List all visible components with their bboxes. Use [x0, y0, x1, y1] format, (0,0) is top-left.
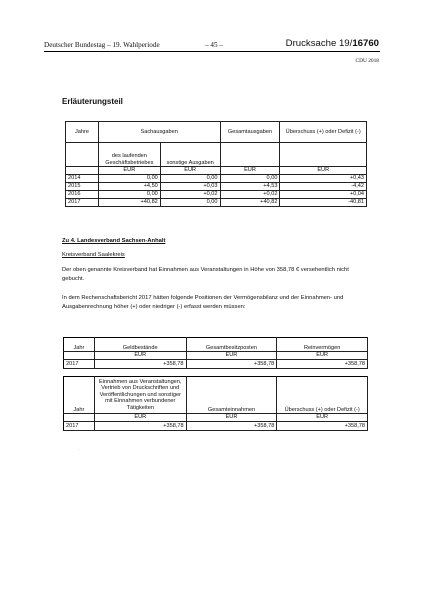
value-cell: +358,78 [186, 360, 277, 369]
value-cell: +40,82 [220, 199, 280, 207]
document-number [286, 38, 379, 49]
value-cell: 0,00 [220, 175, 280, 183]
value-cell: -4,42 [280, 183, 367, 191]
value-cell: +358,78 [186, 422, 277, 431]
district-heading: Kreisverband Saalekreis [62, 252, 125, 258]
col-header-gesamtbesitzposten: Gesamtbesitzposten [186, 338, 277, 352]
subheader-sonstige: sonstige Ausgaben [160, 143, 220, 167]
col-header-einnahmen: Einnahmen aus Veranstaltungen, Vertrieb von Druckschriften und Veröffentlichungen und sonstiger mit Einnahmen verbundener Tätigkeiten [94, 377, 186, 414]
value-cell: +0,03 [160, 183, 220, 191]
unit-cell: EUR [280, 167, 367, 175]
value-cell: +358,78 [277, 422, 368, 431]
unit-cell: EUR [94, 414, 186, 422]
col-header-jahre: Jahre [66, 122, 99, 143]
year-cell: 2017 [64, 422, 95, 431]
col-header-ueberschuss: Überschuss (+) oder Defizit (-) [280, 122, 367, 143]
col-header-gesamteinnahmen: Gesamteinnahmen [186, 377, 277, 414]
value-cell: +358,78 [94, 360, 186, 369]
header-party-year: CDU 2018 [355, 58, 379, 64]
value-cell: +4,53 [220, 183, 280, 191]
header-periodical: Deutscher Bundestag – 19. Wahlperiode [44, 41, 160, 49]
value-cell: +40,82 [98, 199, 160, 207]
table-row [66, 191, 367, 199]
value-cell: 0,00 [98, 191, 160, 199]
expense-table [65, 121, 367, 207]
section-title: Erläuterungsteil [62, 97, 123, 106]
year-cell: 2017 [64, 360, 95, 369]
table-row [64, 360, 368, 369]
value-cell: -40,81 [280, 199, 367, 207]
table-row [64, 422, 368, 431]
value-cell: 0,00 [160, 199, 220, 207]
unit-cell: EUR [98, 167, 160, 175]
paragraph-unbooked-income: Der oben genannte Kreisverband hat Einnahmen aus Veranstaltungen in Höhe von 358,78 € versehentlich nicht gebucht. [62, 267, 349, 282]
header-rule [44, 51, 380, 52]
page-number: – 45 – [205, 41, 223, 49]
income-correction-table [63, 376, 368, 431]
subheader-laufend: des laufenden Geschäftsbetriebes [98, 143, 160, 167]
col-header-jahr: Jahr [64, 377, 95, 414]
footer-dot: · [78, 447, 80, 452]
unit-cell: EUR [220, 167, 280, 175]
value-cell: +0,02 [220, 191, 280, 199]
unit-cell: EUR [160, 167, 220, 175]
col-header-jahr: Jahr [64, 338, 95, 352]
doc-number: 16760 [352, 38, 379, 49]
unit-cell: EUR [186, 352, 277, 360]
value-cell: 0,00 [160, 175, 220, 183]
year-cell: 2017 [66, 199, 99, 207]
unit-cell: EUR [94, 352, 186, 360]
value-cell: 0,00 [98, 175, 160, 183]
col-header-ueberschuss: Überschuss (+) oder Defizit (-) [277, 377, 368, 414]
value-cell: +358,78 [94, 422, 186, 431]
year-cell: 2016 [66, 191, 99, 199]
table-row [66, 175, 367, 183]
col-header-geldbestaende: Geldbestände [94, 338, 186, 352]
year-cell: 2015 [66, 183, 99, 191]
unit-cell: EUR [277, 352, 368, 360]
table-row [66, 183, 367, 191]
col-header-gesamtausgaben: Gesamtausgaben [220, 122, 280, 143]
paragraph-corrections: In dem Rechenschaftsbericht 2017 hätten folgende Positionen der Vermögensbilanz und der Einnahmen- und Ausgabenrechnung höher (+) oder niedriger (-) erfasst werden müssen: [62, 295, 344, 310]
doc-label: Drucksache 19/ [285, 38, 353, 49]
value-cell: +4,50 [98, 183, 160, 191]
value-cell: +0,43 [280, 175, 367, 183]
unit-cell: EUR [277, 414, 368, 422]
table-row [66, 199, 367, 207]
value-cell: +0,02 [160, 191, 220, 199]
balance-correction-table [63, 337, 368, 369]
value-cell: +0,04 [280, 191, 367, 199]
value-cell: +358,78 [277, 360, 368, 369]
col-header-sachausgaben: Sachausgaben [98, 122, 220, 143]
unit-cell: EUR [186, 414, 277, 422]
col-header-reinvermoegen: Reinvermögen [277, 338, 368, 352]
subsection-heading: Zu 4. Landesverband Sachsen-Anhalt [62, 238, 166, 244]
year-cell: 2014 [66, 175, 99, 183]
